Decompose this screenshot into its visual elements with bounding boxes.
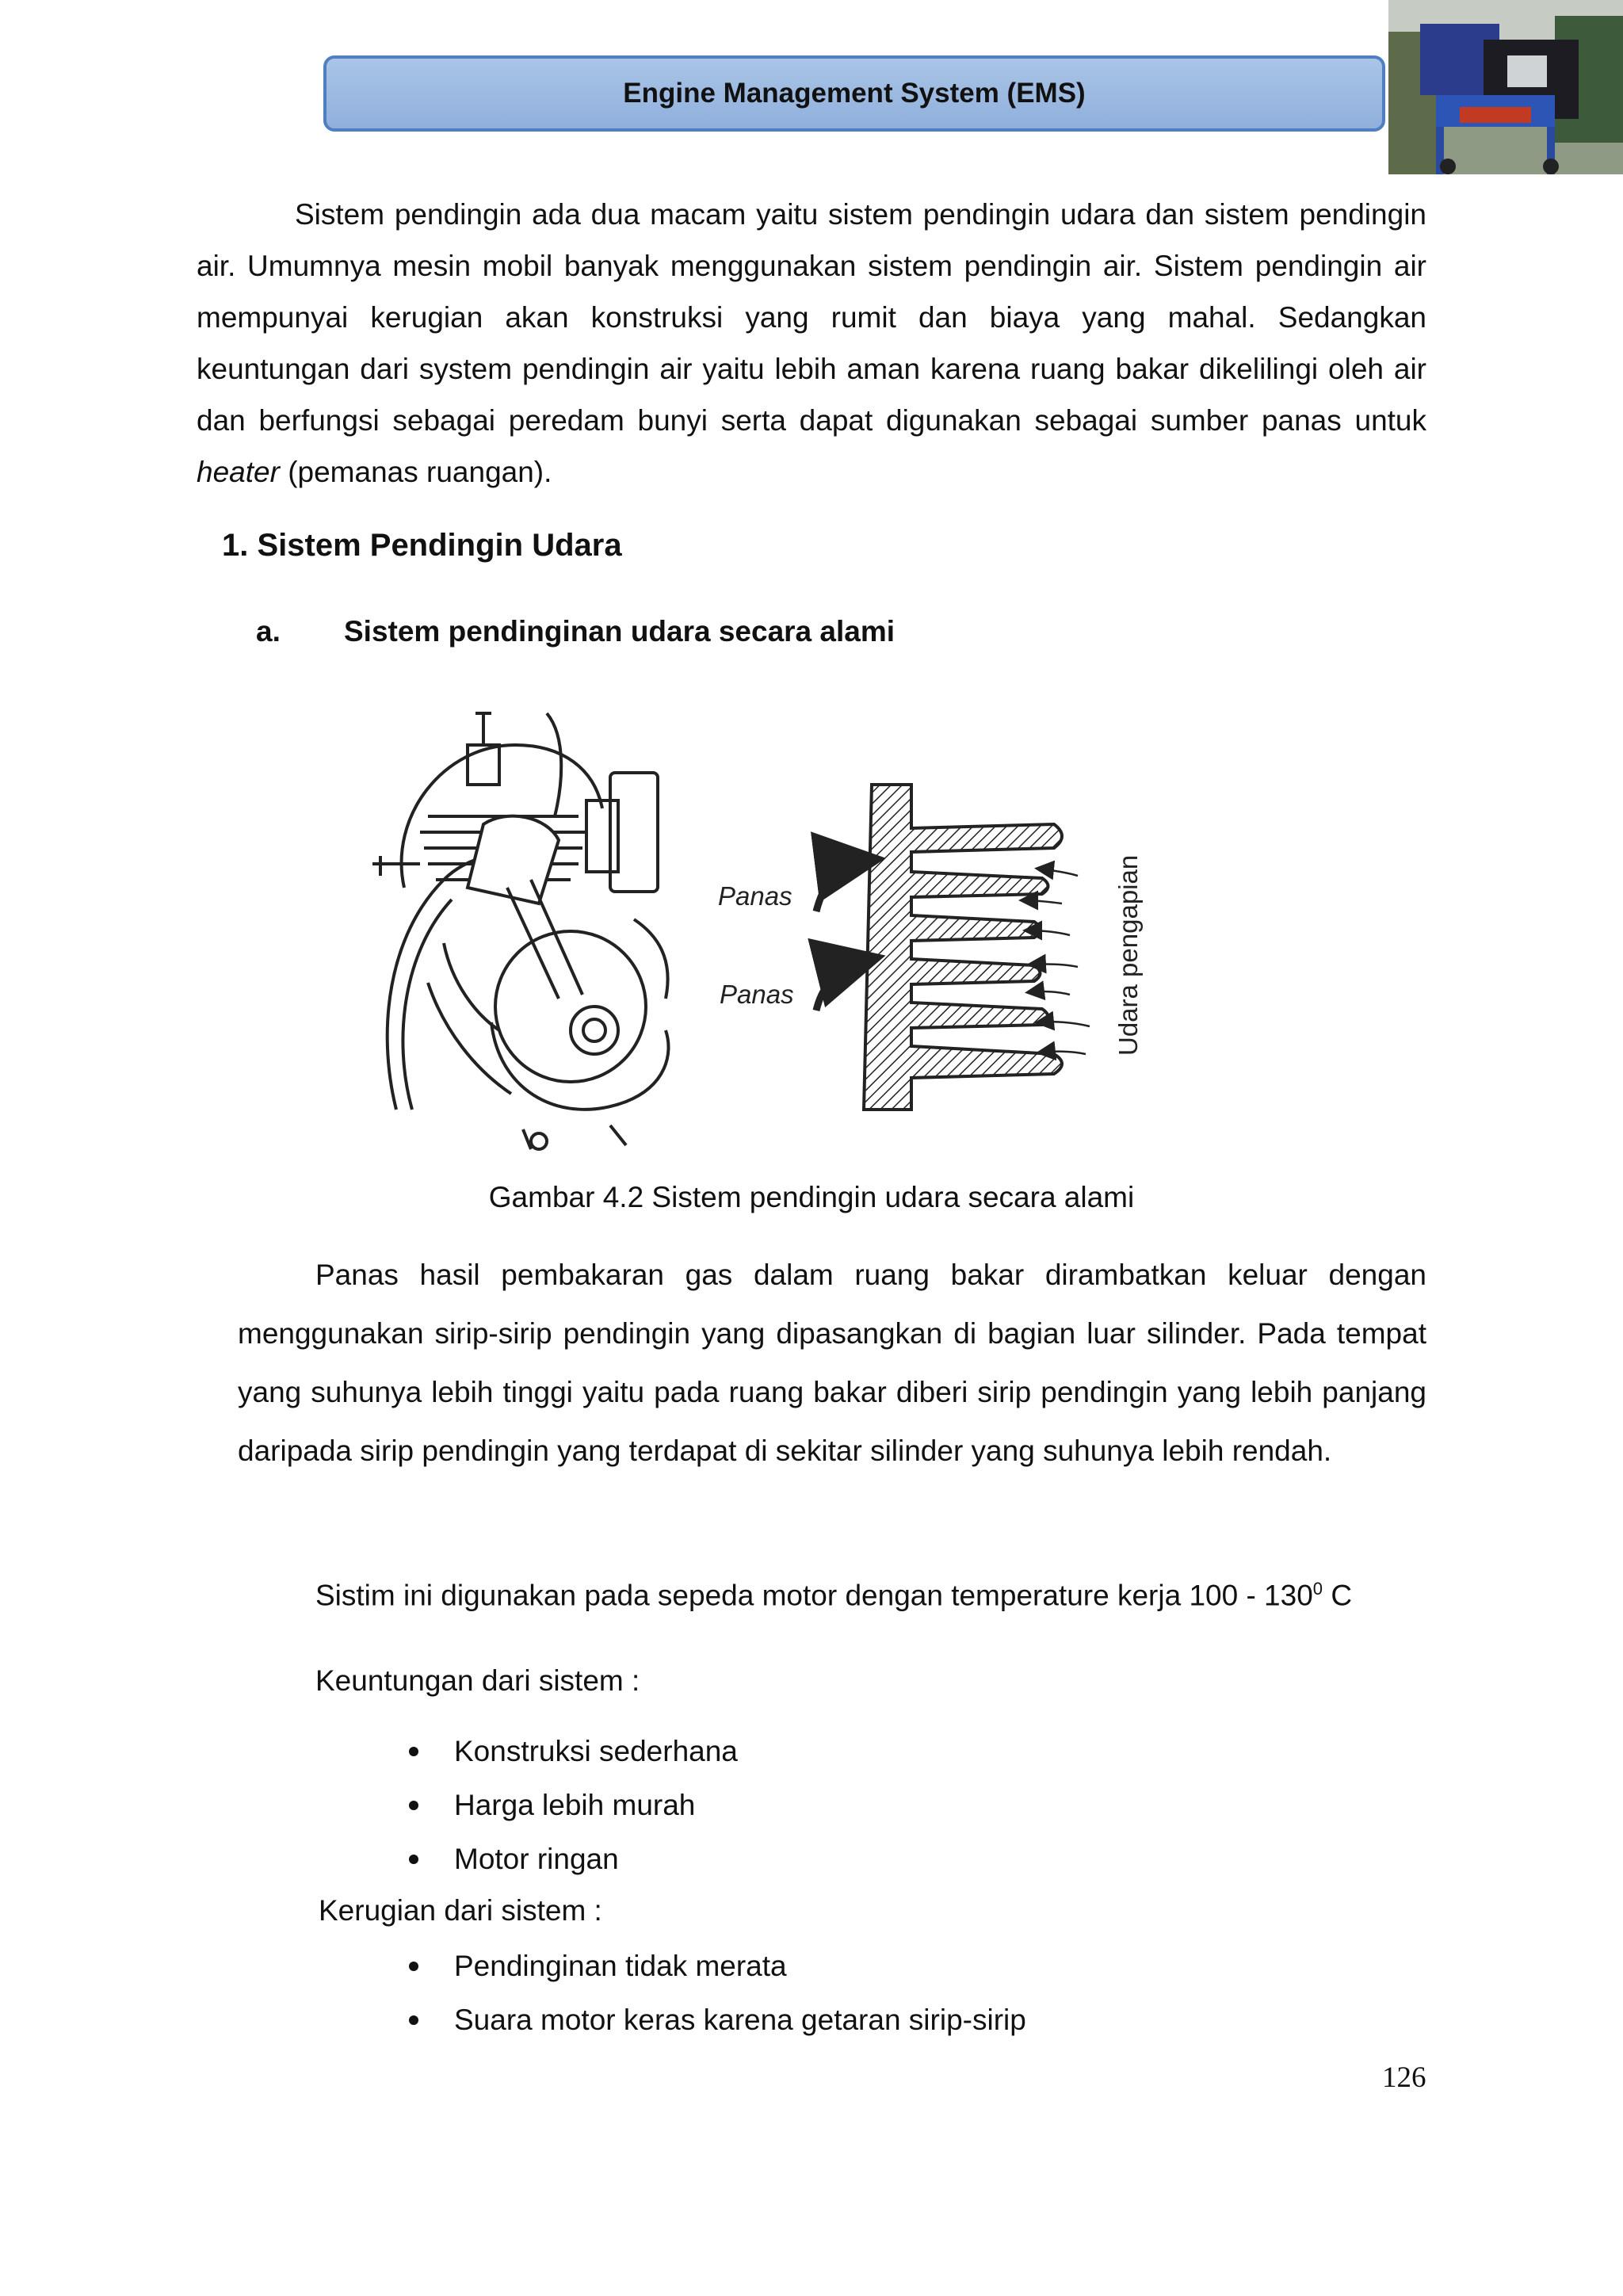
list-item: Harga lebih murah (409, 1778, 738, 1832)
heat-arrow (816, 860, 872, 911)
intro-paragraph: Sistem pendingin ada dua macam yaitu sistem pendingin udara dan sistem pendingin air. Umumnya mesin mobil banyak menggunakan sistem pendingin air. Sistem pendingin air mempunyai kerugian akan konstruksi yang rumit dan biaya yang mahal. Sedangkan keuntungan dari system pendingin air yaitu lebih aman karena ruang bakar dikelilingi oleh air dan berfungsi sebagai peredam bunyi serta dapat digunakan sebagai sumber panas untuk heater (pemanas ruangan). (197, 198, 1426, 488)
engine-trainer-photo (1388, 0, 1623, 174)
page-number: 126 (1382, 2061, 1426, 2094)
section-heading: 1. Sistem Pendingin Udara (222, 528, 622, 563)
header-banner (323, 55, 1385, 132)
heat-arrow (816, 959, 872, 1010)
temperature-line: Sistim ini digunakan pada sepeda motor dengan temperature kerja $100 - 130^0$ C (315, 1579, 1353, 1612)
heater-term: heater (197, 456, 280, 488)
advantages-list (409, 1725, 738, 1886)
bullet-icon (409, 1855, 418, 1864)
bullet-icon (409, 1962, 418, 1971)
label-panas-2: Panas (720, 980, 794, 1009)
figure-caption: Gambar 4.2 Sistem pendingin udara secara alami (488, 1181, 1135, 1213)
body-paragraph: Panas hasil pembakaran gas dalam ruang bakar dirambatkan keluar dengan menggunakan sirip-sirip pendingin yang dipasangkan di bagian luar silinder. Pada tempat yang suhunya lebih tinggi yaitu pada ruang bakar diberi sirip pendingin yang lebih panjang daripada sirip pendingin yang terdapat di sekitar silinder yang suhunya lebih rendah. (238, 1259, 1426, 1467)
header-title: Engine Management System (EMS) (623, 78, 1086, 109)
subsection-letter: a. (256, 615, 281, 648)
advantages-title: Keuntungan dari sistem : (315, 1664, 640, 1697)
subsection-heading (256, 615, 895, 648)
disadvantages-title: Kerugian dari sistem : (319, 1894, 602, 1927)
label-panas-1: Panas (718, 881, 792, 911)
list-item: Motor ringan (409, 1832, 738, 1886)
list-item: Konstruksi sederhana (409, 1725, 738, 1778)
engine-cross-section (372, 713, 668, 1149)
bullet-icon (409, 2015, 418, 2025)
figure-air-cooling (372, 697, 1260, 1157)
bullet-icon (409, 1801, 418, 1810)
list-item: Pendinginan tidak merata (409, 1939, 1026, 1993)
disadvantages-list (409, 1939, 1026, 2047)
label-udara-pengapian: Udara pengapian (1113, 854, 1143, 1056)
subsection-title: Sistem pendinginan udara secara alami (344, 615, 896, 648)
list-item: Suara motor keras karena getaran sirip-sirip (409, 1993, 1026, 2047)
temperature-superscript: 0 (1312, 1579, 1323, 1599)
bullet-icon (409, 1747, 418, 1756)
cooling-fins (864, 785, 1062, 1110)
